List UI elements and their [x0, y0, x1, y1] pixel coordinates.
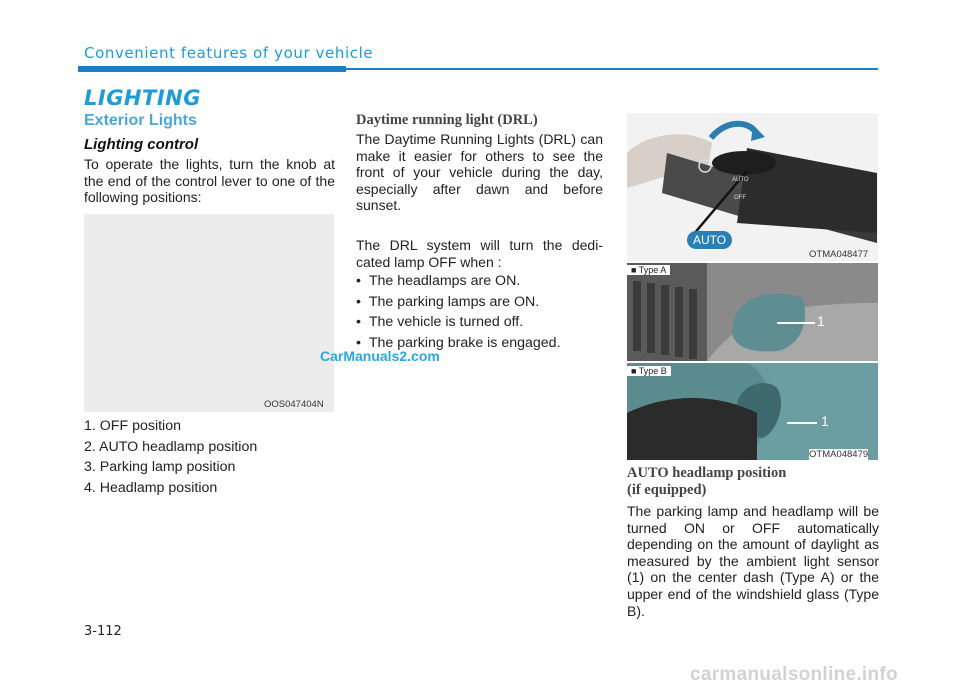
section-title: LIGHTING: [84, 86, 201, 110]
list-item: 3. Parking lamp position: [84, 459, 236, 475]
callout-1-b: 1: [821, 413, 829, 429]
drl-heading: Daytime running light (DRL): [356, 112, 538, 128]
callout-1-a: 1: [817, 313, 825, 329]
type-b-label: ■ Type B: [627, 366, 671, 376]
image-code-1: OOS047404N: [264, 399, 324, 410]
watermark-bottom: carmanualsonline.info: [690, 664, 898, 685]
auto-headlamp-para: The parking lamp and headlamp will be turned ON or OFF automatically depending on the amount of daylight as measured by the ambient light sensor (1) on the center dash (Type A) or the upper end of the windshield glass (Type B).: [627, 503, 879, 619]
drl-para-1: The Daytime Running Lights (DRL) can make it easier for others to see the front of your vehicle during the day, especially after dawn and before sunset.: [356, 131, 603, 214]
list-item: • The headlamps are ON.: [356, 273, 521, 289]
list-item: • The vehicle is turned off.: [356, 314, 524, 331]
type-a-label: ■ Type A: [627, 265, 670, 275]
lever-illustration: [627, 113, 878, 261]
header-rule: [346, 68, 878, 70]
image-code-3: OTMA048479: [809, 449, 869, 460]
image-code-2: OTMA048477: [809, 249, 869, 260]
lever-photo: [627, 113, 878, 261]
running-header: Convenient features of your vehicle: [84, 44, 374, 62]
lighting-control-heading: Lighting control: [84, 136, 199, 153]
watermark-left: CarManuals2.com: [320, 348, 440, 364]
list-item: • The parking brake is engaged.: [356, 334, 561, 351]
page-number: 3-112: [84, 624, 122, 639]
lever-image-placeholder: [84, 214, 334, 412]
drl-bullets: [356, 273, 606, 355]
list-item: 1. OFF position: [84, 418, 181, 434]
lighting-intro: To operate the lights, turn the knob at the end of the control lever to one of the following positions:: [84, 156, 335, 206]
auto-headlamp-heading: AUTO headlamp position (if equipped): [627, 465, 787, 498]
list-item: • The parking lamps are ON.: [356, 293, 540, 310]
knob-label: OFF: [734, 195, 746, 201]
positions-list: [84, 418, 334, 500]
list-item: 2. AUTO headlamp position: [84, 438, 258, 455]
exterior-lights-heading: Exterior Lights: [84, 112, 197, 129]
list-item: 4. Headlamp position: [84, 479, 218, 496]
header-bar: [78, 66, 346, 72]
drl-para-2: The DRL system will turn the dedi-cated lamp OFF when :: [356, 237, 603, 270]
knob-label: AUTO: [732, 177, 749, 183]
sensor-photo: [627, 263, 878, 460]
auto-callout: AUTO: [687, 231, 732, 249]
sensor-illustration: [627, 263, 878, 460]
